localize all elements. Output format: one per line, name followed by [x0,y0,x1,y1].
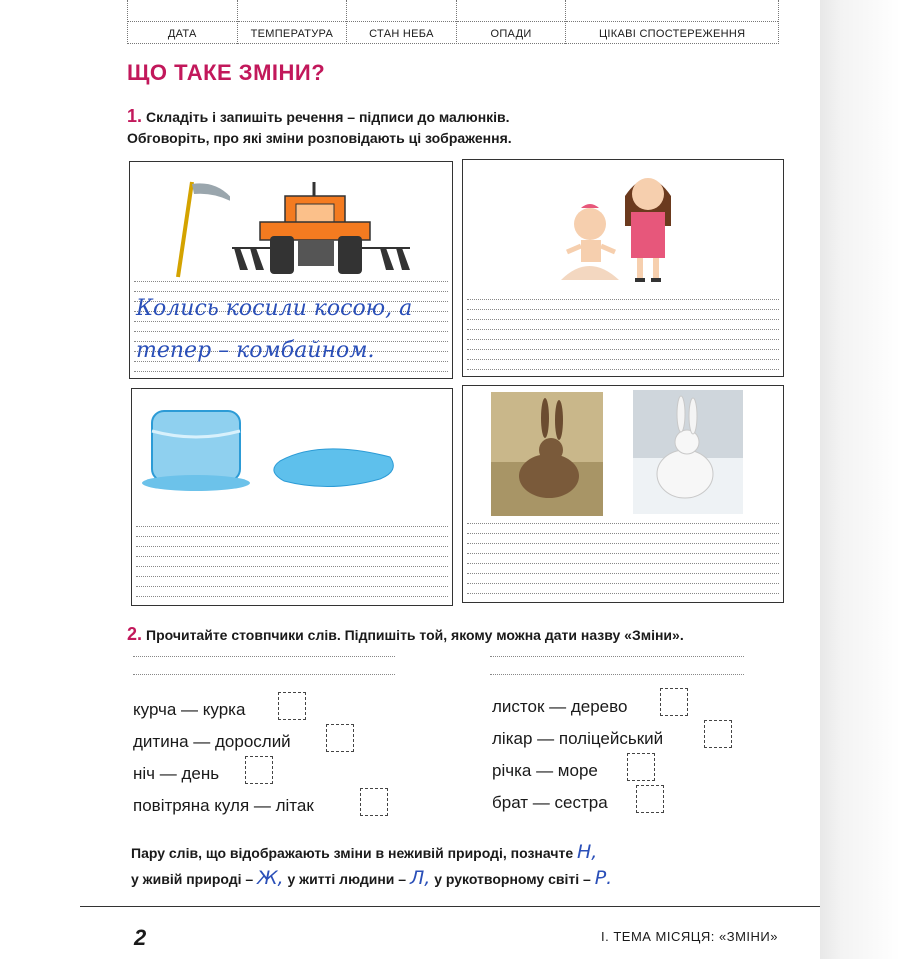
summer-hare-photo [491,392,603,516]
word-pair-left-2: дитина — дорослий [133,732,291,751]
checkbox-left-4[interactable] [360,788,388,816]
word-pair-left-4: повітряна куля — літак [133,796,314,815]
girl-illustration [613,168,683,288]
checkbox-right-2[interactable] [704,720,732,748]
checkbox-right-1[interactable] [660,688,688,716]
checkbox-right-4[interactable] [636,785,664,813]
word-pair-left-3: ніч — день [133,764,220,783]
marking-instructions: Пару слів, що відображають зміни в неживій природі, позначте Н, у живій природі – Ж, у житті людини – Л, у рукотворному світі – Р. [131,841,613,889]
checkbox-left-2[interactable] [326,724,354,752]
left-column-title-line[interactable] [133,656,395,657]
task1-line1: Складіть і запишіть речення – підписи до малюнків. [146,109,510,125]
section-title: І. ТЕМА МІСЯЦЯ: «ЗМІНИ» [601,929,778,944]
weather-col-precipitation: ОПАДИ [456,0,566,44]
picture-box-scythe-tractor [129,161,453,379]
task1-line2: Обговоріть, про які зміни розповідають ці зображення. [127,130,512,146]
page-title: ЩО ТАКЕ ЗМІНИ? [127,60,326,85]
page-edge [816,0,900,959]
picture-box-ice-water [131,388,453,606]
word-pair-left-1: курча — курка [133,700,246,719]
task2-instructions [127,624,684,645]
letter-n: Н, [577,841,598,863]
weather-col-observations: ЦІКАВІ СПОСТЕРЕЖЕННЯ [565,0,779,44]
scythe-illustration [150,172,230,282]
picture-box-children [462,159,784,377]
letter-r: Р. [594,867,613,889]
task2-number: 2. [127,624,143,644]
weather-col-date: ДАТА [127,0,237,44]
weather-col-sky: СТАН НЕБА [346,0,456,44]
checkbox-left-1[interactable] [278,692,306,720]
right-column-title-line[interactable] [490,656,744,657]
word-pair-right-3: річка — море [492,761,598,780]
word-pair-right-2: лікар — поліцейський [492,729,664,748]
winter-hare-photo [633,390,743,514]
handwriting-line1: Колись косили косою, а [136,296,413,321]
page-number: 2 [134,925,147,950]
handwriting-line2: тепер – комбайном. [136,338,375,363]
weather-table [127,0,779,44]
picture-box-hares [462,385,784,603]
word-pair-right-1: листок — дерево [492,697,628,716]
letter-zh: Ж, [257,867,284,889]
tractor-illustration [230,174,430,284]
footer-divider [80,906,820,907]
water-puddle-illustration [272,441,402,491]
task1-instructions [127,106,512,149]
checkbox-right-3[interactable] [627,753,655,781]
ice-cube-illustration [142,401,252,491]
word-pair-right-4: брат — сестра [492,793,608,812]
task1-number: 1. [127,106,143,126]
letter-l: Л, [409,867,431,889]
task2-text: Прочитайте стовпчики слів. Підпишіть той, якому можна дати назву «Зміни». [146,627,684,643]
weather-col-temperature: ТЕМПЕРАТУРА [237,0,347,44]
checkbox-left-3[interactable] [245,756,273,784]
